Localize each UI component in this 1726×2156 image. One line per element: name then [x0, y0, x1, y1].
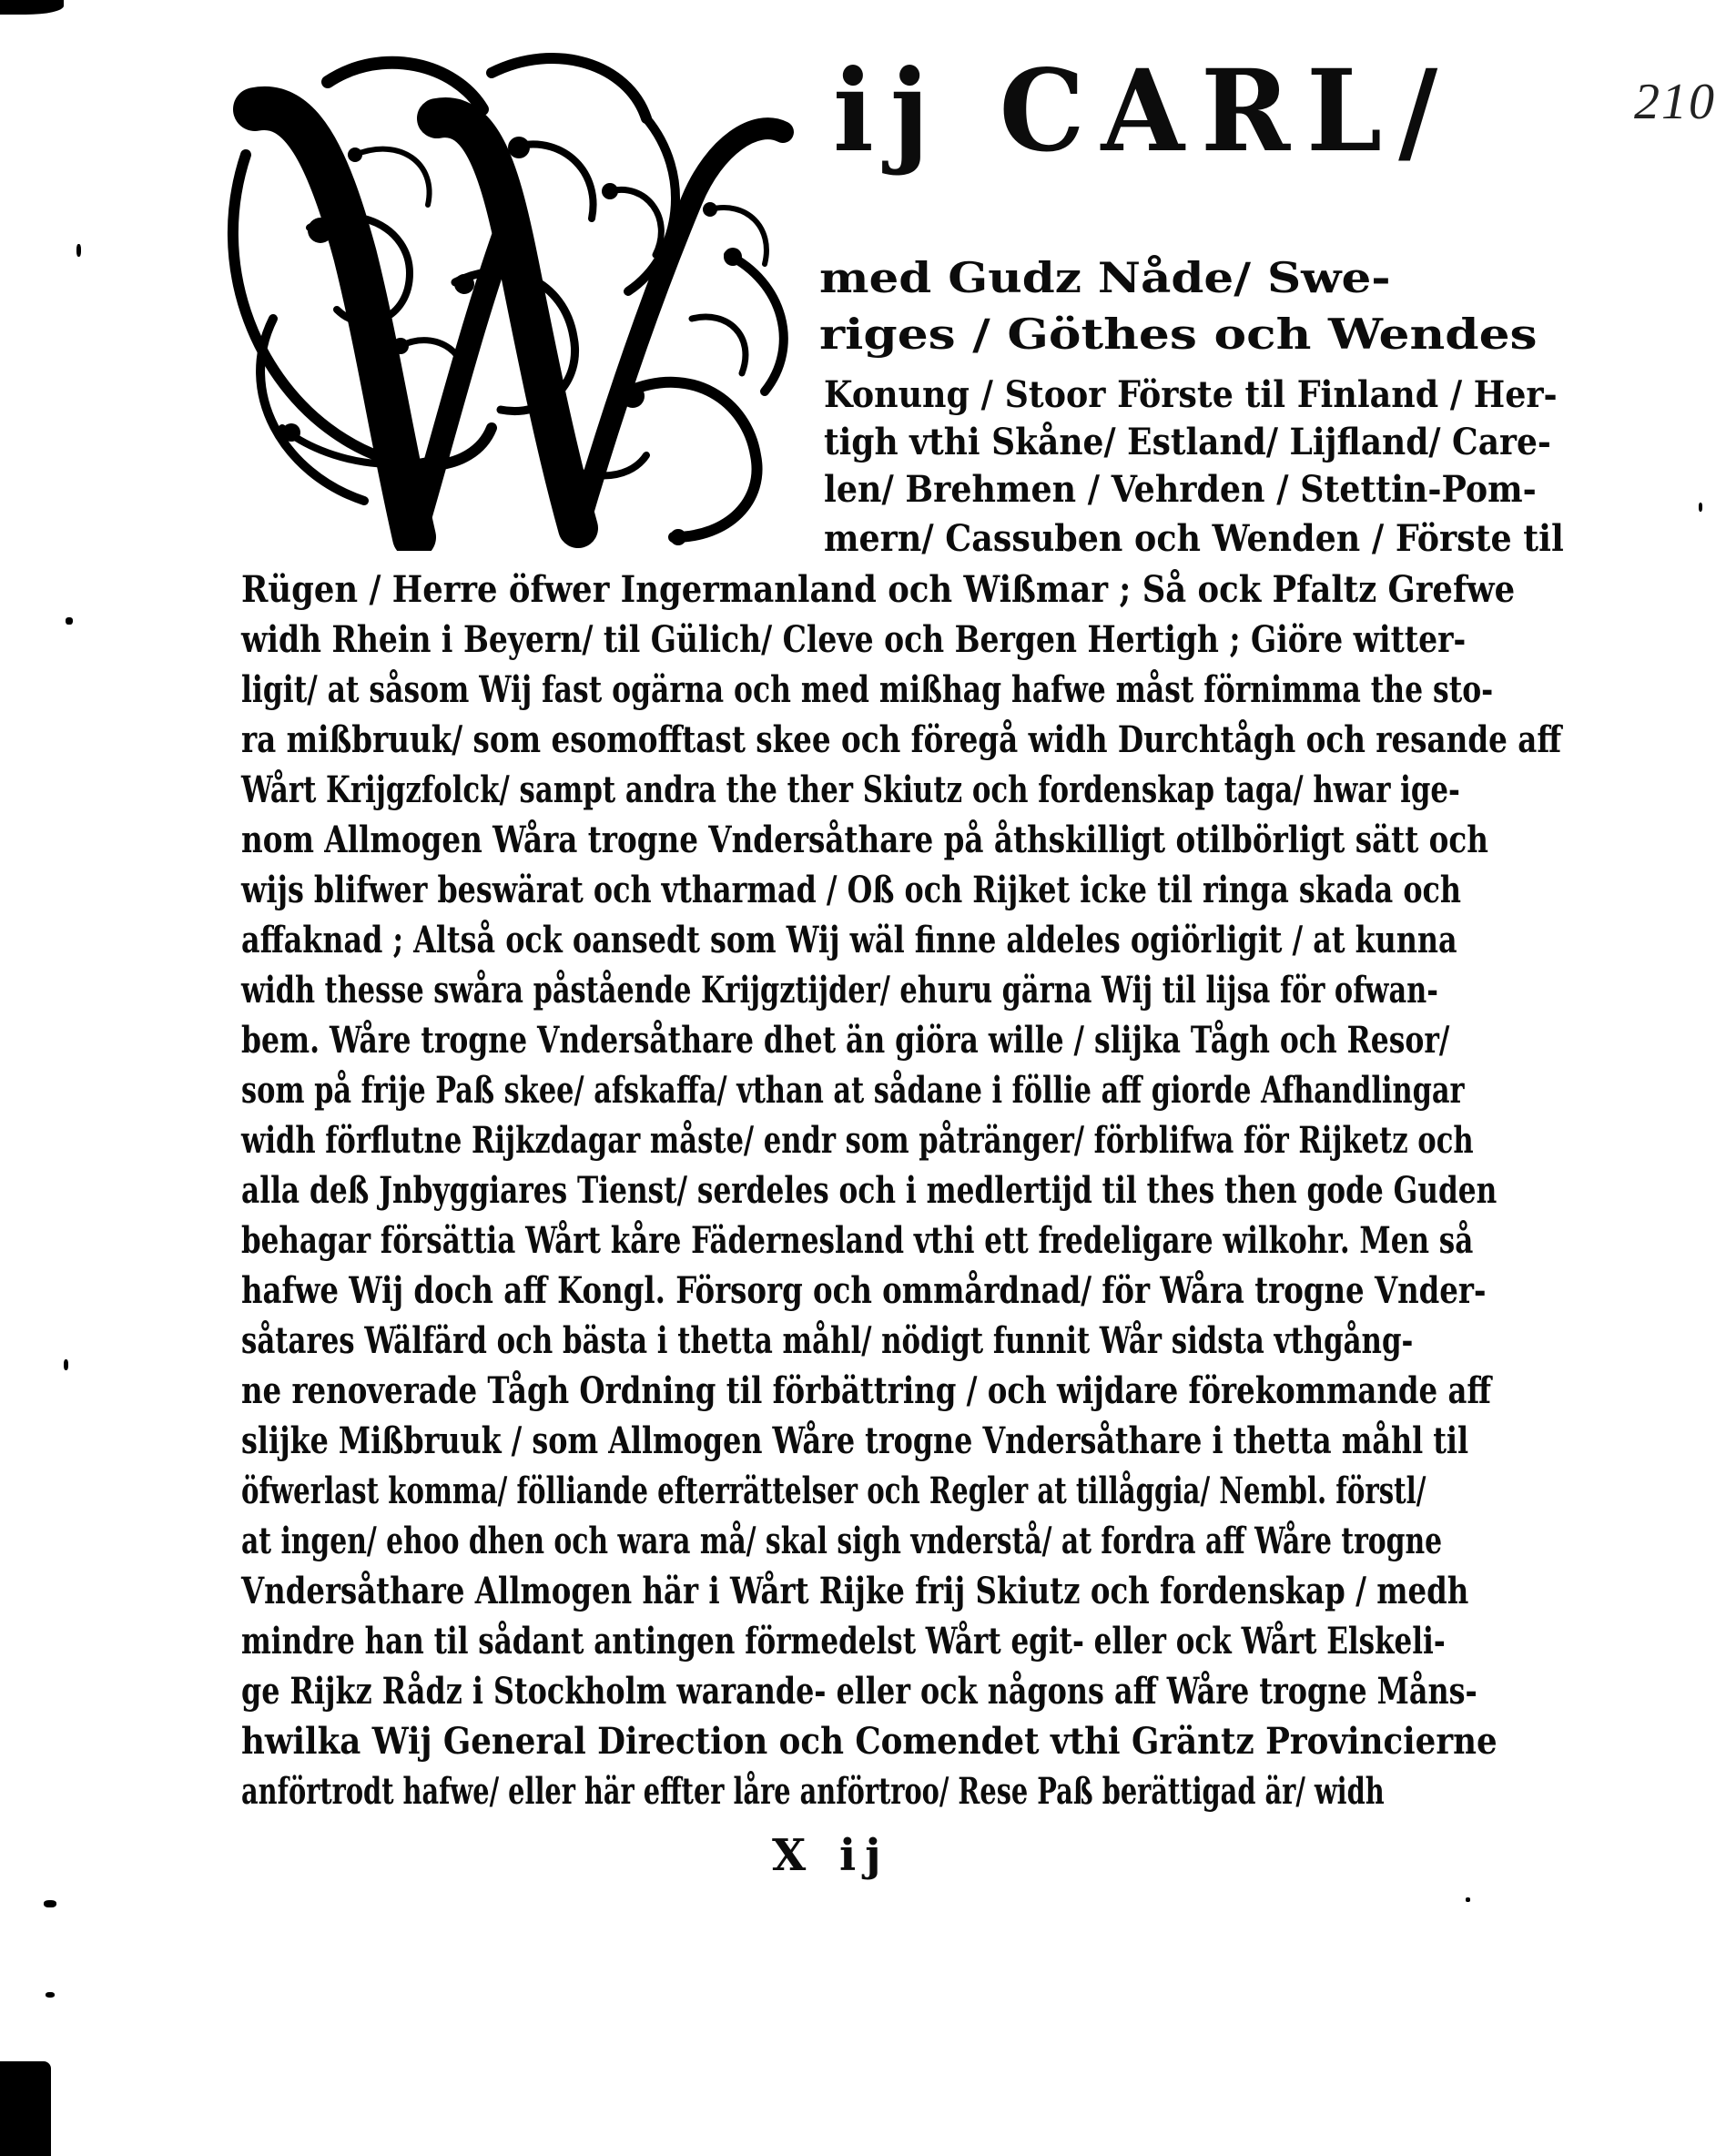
intro-line: med Gudz Nåde/ Swe-	[819, 253, 1391, 302]
intro-line: tigh vthi Skåne/ Estland/ Lijfland/ Care-	[824, 421, 1551, 463]
body-line: at ingen/ ehoo dhen och wara må/ skal sigh vnderstå/ at fordra aff Wåre trogne	[241, 1520, 1443, 1562]
body-line: mindre han til sådant antingen förmedelst Wårt egit- eller ock Wårt Elskeli-	[241, 1620, 1446, 1663]
body-line: alla deß Jnbyggiares Tienst/ serdeles och i medlertijd til thes then gode Guden	[241, 1169, 1498, 1212]
signature-mark: X ij	[772, 1830, 890, 1881]
body-line: nom Allmogen Wåra trogne Vndersåthare på åthskilligt otilbörligt sätt och	[241, 819, 1488, 861]
body-line: öfwerlast komma/ fölliande efterrättelser och Regler at tillåggia/ Nembl. förstl/	[241, 1470, 1426, 1512]
intro-line: riges / Göthes och Wendes	[819, 310, 1538, 359]
scan-speck	[76, 244, 81, 257]
intro-line: len/ Brehmen / Vehrden / Stettin-Pom-	[824, 468, 1537, 511]
body-line: ligit/ at såsom Wij fast ogärna och med mißhag hafwe måst förnimma the sto-	[241, 668, 1494, 711]
decorated-initial-w	[218, 46, 810, 551]
body-line: widh thesse swåra påstående Krijgztijder/ ehuru gärna Wij til lijsa för ofwan-	[241, 969, 1438, 1012]
body-line: ra mißbruuk/ som esomofftast skee och föregå widh Durchtågh och resande aff	[241, 718, 1562, 761]
body-line: widh förflutne Rijkzdagar måste/ endr som påtränger/ förblifwa för Rijketz och	[241, 1119, 1474, 1162]
scan-edge-bar	[0, 2061, 51, 2156]
intro-line: mern/ Cassuben och Wenden / Förste til	[824, 517, 1564, 560]
scan-speck	[1699, 503, 1702, 512]
page-number: 210	[1634, 74, 1716, 130]
body-line: Rügen / Herre öfwer Ingermanland och Wißmar ; Så ock Pfaltz Grefwe	[241, 568, 1516, 611]
body-line: slijke Mißbruuk / som Allmogen Wåre trogne Vndersåthare i thetta måhl til	[241, 1419, 1469, 1462]
body-line: hafwe Wij doch aff Kongl. Försorg och ommårdnad/ för Wåra trogne Vnder-	[241, 1269, 1487, 1312]
body-line: som på frije Paß skee/ afskaffa/ vthan at sådane i föllie aff giorde Afhandlingar	[241, 1069, 1465, 1112]
scan-speck	[44, 1900, 56, 1907]
body-line: anförtrodt hafwe/ eller här effter låre anförtroo/ Rese Paß berättigad är/ widh	[241, 1770, 1385, 1813]
body-line: behagar försättia Wårt kåre Fädernesland vthi ett fredeligare wilkohr. Men så	[241, 1219, 1474, 1262]
scan-speck	[1466, 1897, 1470, 1902]
scan-speck	[66, 617, 73, 625]
body-line: såtares Wälfärd och bästa i thetta måhl/ nödigt funnit Wår sidsta vthgång-	[241, 1319, 1414, 1362]
body-line: widh Rhein i Beyern/ til Gülich/ Cleve och Bergen Hertigh ; Giöre witter-	[241, 618, 1467, 661]
body-line: ne renoverade Tågh Ordning til förbättring / och wijdare förekommande aff	[241, 1369, 1492, 1412]
body-line: affaknad ; Altså ock oansedt som Wij wäl finne aldeles ogiörligit / at kunna	[241, 919, 1457, 961]
body-line: Wårt Krijgzfolck/ sampt andra the ther Skiutz och fordenskap taga/ hwar ige-	[241, 768, 1460, 811]
intro-line: Konung / Stoor Förste til Finland / Her-	[824, 373, 1558, 416]
body-line: wijs blifwer beswärat och vtharmad / Oß och Rijket icke til ringa skada och	[241, 869, 1462, 911]
body-line: Vndersåthare Allmogen här i Wårt Rijke frij Skiutz och fordenskap / medh	[241, 1570, 1469, 1612]
body-line: hwilka Wij General Direction och Comendet vthi Gräntz Provincierne	[241, 1720, 1498, 1763]
body-line: ge Rijkz Rådz i Stockholm warande- eller ock någons aff Wåre trogne Måns-	[241, 1670, 1477, 1713]
proclamation-title: ij CARL/	[833, 44, 1455, 178]
scan-corner-mark	[0, 0, 64, 15]
scan-speck	[46, 1992, 55, 1998]
scan-speck	[64, 1359, 68, 1370]
body-line: bem. Wåre trogne Vndersåthare dhet än giöra wille / slijka Tågh och Resor/	[241, 1019, 1450, 1062]
